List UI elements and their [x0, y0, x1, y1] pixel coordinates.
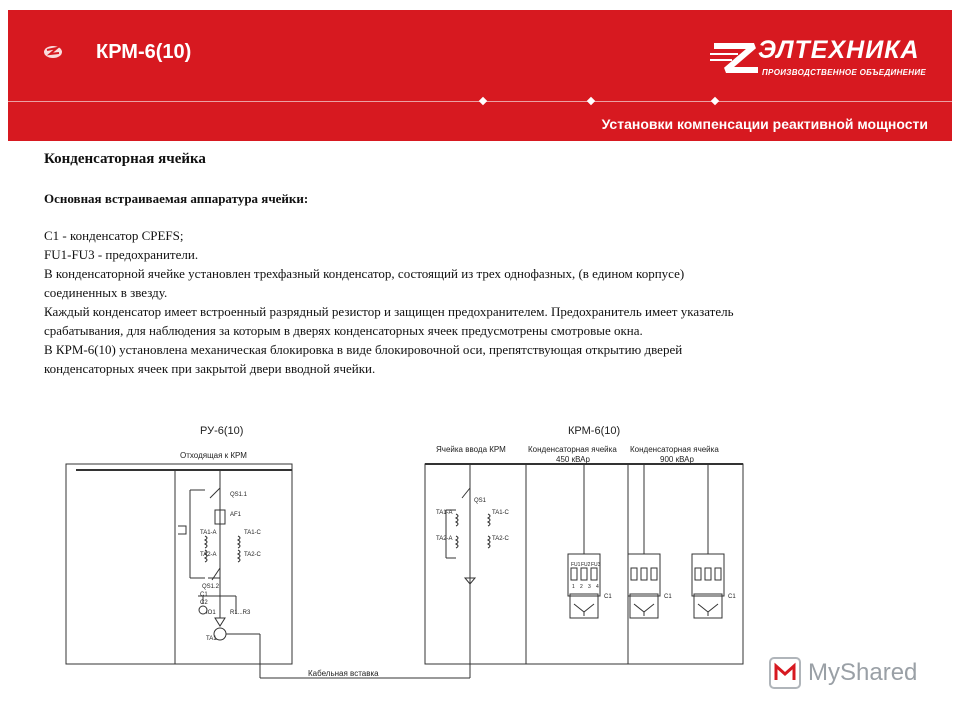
label-c2: C2: [200, 600, 208, 606]
divider-diamond-icon: [711, 97, 719, 105]
label-cap-c1c: C1: [728, 594, 736, 600]
watermark-text: MyShared: [808, 659, 918, 686]
label-n3: 3: [588, 584, 591, 590]
label-ta2a: TA2-A: [200, 552, 217, 558]
label-qs11: QS1.1: [230, 492, 248, 498]
label-n4: 4: [596, 584, 599, 590]
cap-cell-1-title: Конденсаторная ячейка: [528, 445, 617, 454]
cable-label: Кабельная вставка: [308, 669, 379, 678]
ru-title: РУ-6(10): [200, 425, 244, 437]
bullet-logo-icon: [42, 43, 64, 61]
ru-cell-label: Отходящая к КРМ: [180, 451, 247, 460]
myshared-logo-icon: [768, 656, 802, 690]
logo-mark-icon: [708, 34, 764, 84]
body-line: Каждый конденсатор имеет встроенный разрядный резистор и защищен предохранителем. Предохранитель имеет указатель: [44, 304, 734, 319]
label-fu3: FU3: [591, 562, 601, 568]
page-subtitle: Установки компенсации реактивной мощности: [601, 116, 928, 132]
label-r1r3: R1...R3: [230, 610, 251, 616]
cap-cell-1-rating: 450 кВАр: [556, 455, 590, 464]
capacitor-cell-1: [568, 464, 600, 618]
section-title: Конденсаторная ячейка: [44, 151, 206, 167]
label-n2: 2: [580, 584, 583, 590]
label-krm-ta2c: TA2-C: [492, 536, 509, 542]
divider-diamond-icon: [587, 97, 595, 105]
header-banner: [8, 10, 952, 141]
label-c1: C1: [200, 592, 208, 598]
body-text: [44, 226, 924, 378]
body-line: FU1-FU3 - предохранители.: [44, 247, 199, 262]
label-qs12: QS1.2: [202, 584, 220, 590]
label-cap-c1: C1: [604, 594, 612, 600]
watermark: [768, 656, 938, 692]
body-line: конденсаторных ячеек при закрытой двери вводной ячейки.: [44, 361, 376, 376]
label-fu1: FU1: [571, 562, 581, 568]
input-cell-label: Ячейка ввода КРМ: [436, 445, 506, 454]
logo-subtext: ПРОИЗВОДСТВЕННОЕ ОБЪЕДИНЕНИЕ: [762, 68, 927, 77]
capacitor-cell-2: [628, 464, 660, 618]
body-line: соединенных в звезду.: [44, 285, 168, 300]
label-krm-ta2a: TA2-A: [436, 536, 453, 542]
label-n1: 1: [572, 584, 575, 590]
label-krm-ta1a: TA1-A: [436, 510, 453, 516]
body-line: срабатывания, для наблюдения за которым в дверях конденсаторных ячеек предусмотрены смотровые окна.: [44, 323, 643, 338]
equipment-subheading: Основная встраиваемая аппаратура ячейки:: [44, 191, 309, 206]
label-qs1: QS1: [474, 498, 487, 504]
krm-title: КРМ-6(10): [568, 425, 621, 437]
page-title: КРМ-6(10): [96, 41, 192, 63]
label-ta1c: TA1-C: [244, 530, 261, 536]
cap-cell-2-title: Конденсаторная ячейка: [630, 445, 719, 454]
company-logo: [708, 34, 938, 90]
label-cap-c1b: C1: [664, 594, 672, 600]
divider-diamond-icon: [479, 97, 487, 105]
logo-text: ЭЛТЕХНИКА: [758, 36, 920, 64]
label-ta2c: TA2-C: [244, 552, 261, 558]
label-krm-ta1c: TA1-C: [492, 510, 509, 516]
wiring-diagram: [60, 418, 750, 688]
body-line: В конденсаторной ячейке установлен трехфазный конденсатор, состоящий из трех однофазных, (в едином корпусе): [44, 266, 685, 281]
label-ta1a: TA1-A: [200, 530, 217, 536]
label-io1: IO1: [206, 610, 216, 616]
capacitor-cell-3: [692, 464, 724, 618]
cap-cell-2-rating: 900 кВАр: [660, 455, 694, 464]
label-ta1: TA1: [206, 636, 217, 642]
body-line: С1 - конденсатор CPEFS;: [44, 228, 184, 243]
label-af1: AF1: [230, 512, 242, 518]
label-fu2: FU2: [581, 562, 591, 568]
body-line: В КРМ-6(10) установлена механическая блокировка в виде блокировочной оси, препятствующая открытию дверей: [44, 342, 683, 357]
